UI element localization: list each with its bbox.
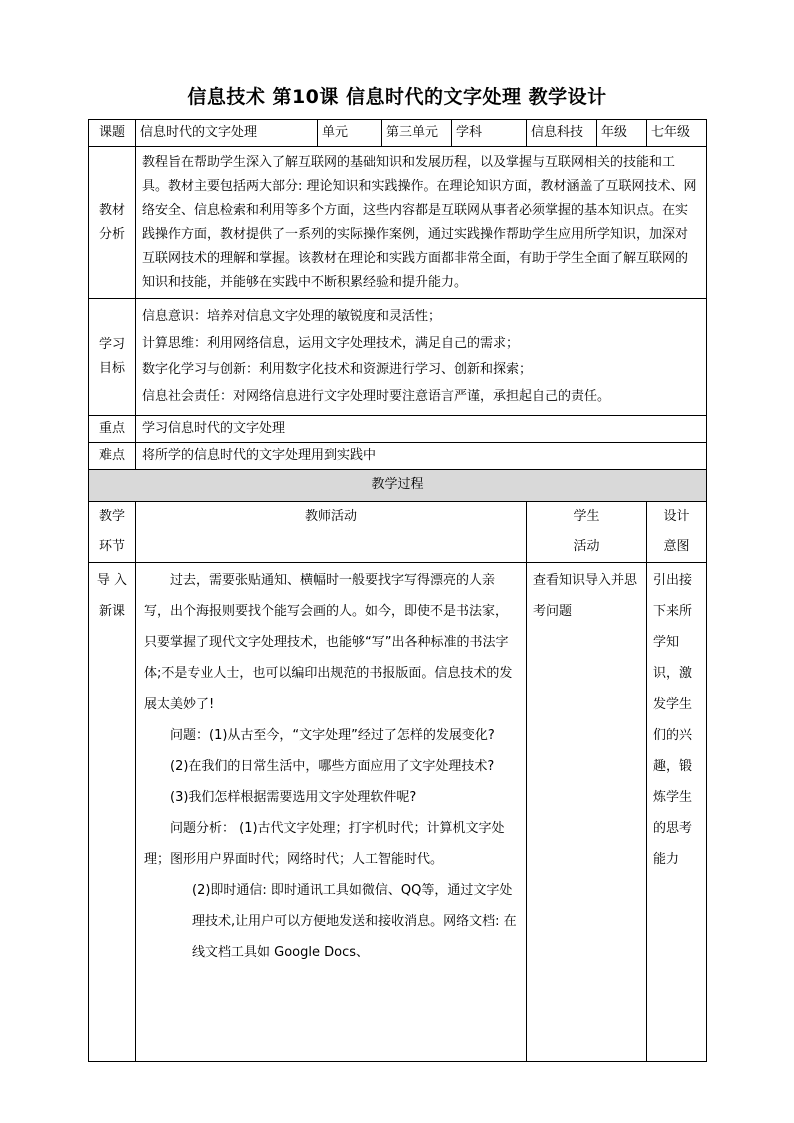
teacher-question: 问题：(1)从古至今，“文字处理”经过了怎样的发展变化? xyxy=(170,728,495,743)
analysis-label-line1: 教材 xyxy=(98,202,125,218)
analysis-paragraph: 教程旨在帮助学生深入了解互联网的基础知识和发展历程，以及掌握与互联网相关的技能和工具。教材主要包括两大部分: 理论知识和实践操作。在理论知识方面，教材涵盖了互联网技术、网络安全、信息检索和利用等多个方面，这些内容都是互联网从事者必须掌握的基本知识点。在实践操作方面，教材提供了一系列的实际操作案例，通过实践操作帮助学生应用所学知识，加深对互联网技术的理解和掌握。该教材在理论和实践方面都非常全面，有助于学生全面了解互联网的知识和技能，并能够在实践中不断积累经验和提升能力。 xyxy=(142,154,697,290)
info-row xyxy=(89,120,707,147)
difficulty-value: 将所学的信息时代的文字处理用到实践中 xyxy=(136,443,707,470)
grade-value: 七年级 xyxy=(647,120,707,147)
difficulty-label: 难点 xyxy=(89,443,136,470)
goals-row xyxy=(89,299,707,416)
teacher-paragraph: 过去，需要张贴通知、横幅时一般要找字写得漂亮的人亲写，出个海报则要找个能写会画的人。如今，即使不是书法家，只要掌握了现代文字处理技术，也能够“写”出各种标准的书法字体;不是专业人士，也可以编印出规范的书报版面。信息技术的发展太美妙了! xyxy=(144,573,513,712)
process-row-intro xyxy=(89,563,707,1062)
goal-item: 数字化学习与创新：利用数字化技术和资源进行学习、创新和探索； xyxy=(142,362,533,377)
lesson-label: 课题 xyxy=(89,120,136,147)
analysis-text xyxy=(136,147,707,299)
goal-item: 信息社会责任：对网络信息进行文字处理时要注意语言严谨，承担起自己的责任。 xyxy=(142,388,611,404)
teacher-question: (3)我们怎样根据需要选用文字处理软件呢? xyxy=(170,790,417,805)
design-intent: 引出接下来所学知识，激发学生们的兴趣，锻炼学生的思考能力 xyxy=(647,563,707,1062)
col-student-line2: 活动 xyxy=(573,539,600,554)
goals-label-line2: 目标 xyxy=(98,361,125,376)
goals-label xyxy=(89,299,136,416)
goal-item: 计算思维：利用网络信息，运用文字处理技术，满足自己的需求； xyxy=(142,335,520,351)
col-design xyxy=(647,502,707,563)
page-title: 信息技术 第10课 信息时代的文字处理 教学设计 xyxy=(187,86,607,108)
teacher-question: (2)在我们的日常生活中，哪些方面应用了文字处理技术? xyxy=(170,759,495,774)
subject-label: 学科 xyxy=(452,120,527,147)
stage-line2: 新课 xyxy=(98,604,125,619)
goals-list xyxy=(136,299,707,416)
goals-label-line1: 学习 xyxy=(98,337,125,352)
teacher-activity xyxy=(136,563,527,1062)
stage-line1: 导 入 xyxy=(96,573,128,588)
col-teacher: 教师活动 xyxy=(136,502,527,563)
col-student xyxy=(527,502,647,563)
unit-label: 单元 xyxy=(318,120,382,147)
teacher-analysis: (2)即时通信: 即时通讯工具如微信、QQ等，通过文字处理技术,让用户可以方便地发送和接收消息。网络文档: 在线文档工具如 Google Docs、 xyxy=(192,883,517,960)
analysis-label xyxy=(89,147,136,299)
col-stage-line1: 教学 xyxy=(98,509,125,524)
lesson-value: 信息时代的文字处理 xyxy=(136,120,318,147)
student-activity: 查看知识导入并思考问题 xyxy=(527,563,647,1062)
key-point-label: 重点 xyxy=(89,416,136,443)
analysis-label-line2: 分析 xyxy=(98,226,125,242)
process-header: 教学过程 xyxy=(89,470,707,502)
difficulty-row xyxy=(89,443,707,470)
process-header-row xyxy=(89,470,707,502)
col-design-line1: 设计 xyxy=(663,509,690,524)
col-stage xyxy=(89,502,136,563)
col-student-line1: 学生 xyxy=(573,509,600,524)
grade-label: 年级 xyxy=(597,120,647,147)
lesson-plan-table xyxy=(88,119,707,1062)
analysis-row xyxy=(89,147,707,299)
key-point-value: 学习信息时代的文字处理 xyxy=(136,416,707,443)
teacher-analysis: 问题分析： (1)古代文字处理；打字机时代；计算机文字处理；图形用户界面时代；网络时代；人工智能时代。 xyxy=(144,821,505,867)
key-point-row xyxy=(89,416,707,443)
col-stage-line2: 环节 xyxy=(98,539,125,554)
col-design-line2: 意图 xyxy=(663,539,690,554)
stage-cell xyxy=(89,563,136,1062)
goal-item: 信息意识：培养对信息文字处理的敏锐度和灵活性； xyxy=(142,309,442,324)
process-columns-row xyxy=(89,502,707,563)
unit-value: 第三单元 xyxy=(382,120,452,147)
subject-value: 信息科技 xyxy=(527,120,597,147)
